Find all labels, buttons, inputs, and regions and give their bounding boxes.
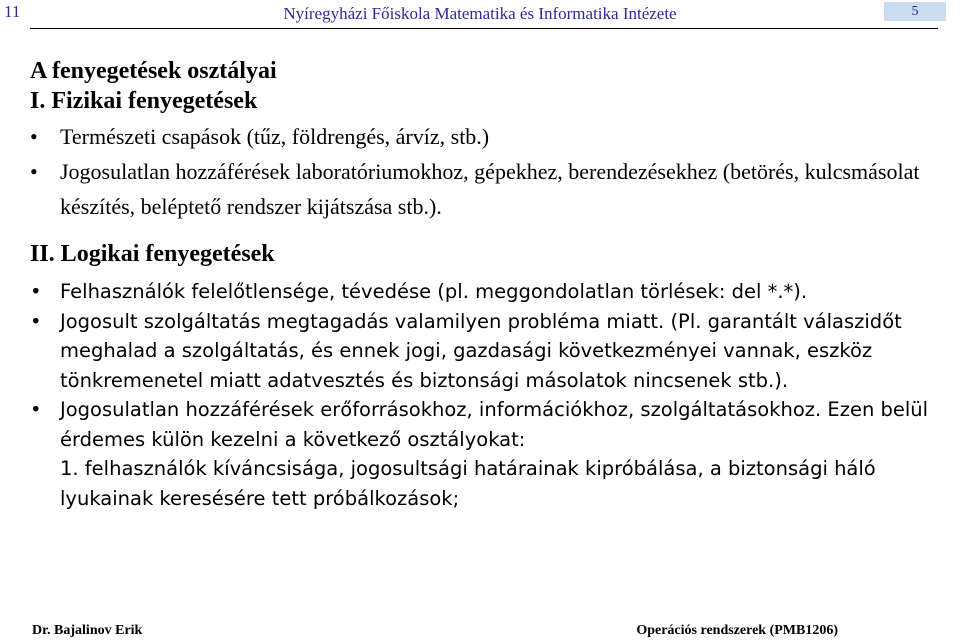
- bullet-icon: •: [30, 280, 42, 303]
- footer-course: Operációs rendszerek (PMB1206): [636, 623, 838, 638]
- bullet-icon: •: [30, 398, 42, 421]
- section-1-list: [30, 119, 940, 224]
- list-item: [30, 307, 940, 396]
- numbered-item: 1. felhasználók kíváncsisága, jogosultsági határainak kipróbálása, a biztonsági háló lyukainak keresésére tett próbálkozások;: [60, 457, 876, 510]
- left-page-number: 11: [4, 2, 21, 21]
- list-item: [30, 395, 940, 454]
- section-2-list: [30, 277, 940, 513]
- header-divider: [30, 28, 938, 29]
- header-title: Nyíregyházi Főiskola Matematika és Informatika Intézete: [283, 4, 677, 23]
- bullet-icon: •: [30, 159, 38, 184]
- section-2-title: II. Logikai fenyegetések: [30, 241, 275, 267]
- slide-heading: A fenyegetések osztályai: [30, 58, 277, 84]
- bullet-icon: •: [30, 124, 38, 149]
- footer-author: Dr. Bajalinov Erik: [32, 623, 143, 638]
- list-item: [30, 277, 940, 307]
- list-item: [30, 119, 940, 154]
- list-item-text: Jogosult szolgáltatás megtagadás valamilyen probléma miatt. (Pl. garantált válaszidőt meghalad a szolgáltatás, és ennek jogi, gazdasági következményei vannak, eszköz tönkremenetel miatt adatvesztés és biztonsági másolatok nincsenek stb.).: [60, 309, 902, 392]
- list-item-text: Jogosulatlan hozzáférések laboratóriumokhoz, gépekhez, berendezésekhez (betörés, kulcsmásolat készítés, beléptető rendszer kijátszása stb.).: [60, 159, 920, 219]
- list-item-text: Felhasználók felelőtlensége, tévedése (pl. meggondolatlan törlések: del *.*).: [60, 280, 808, 303]
- page-number-badge: 5: [884, 2, 946, 21]
- section-1-title: I. Fizikai fenyegetések: [30, 88, 258, 114]
- bullet-icon: •: [30, 309, 42, 333]
- list-item-text: Természeti csapások (tűz, földrengés, árvíz, stb.): [60, 124, 490, 149]
- list-item: [30, 154, 940, 224]
- list-item-text: Jogosulatlan hozzáférések erőforrásokhoz, információkhoz, szolgáltatásokhoz. Ezen belül érdemes külön kezelni a következő osztályokat:: [60, 398, 929, 451]
- slide-content: [30, 56, 940, 513]
